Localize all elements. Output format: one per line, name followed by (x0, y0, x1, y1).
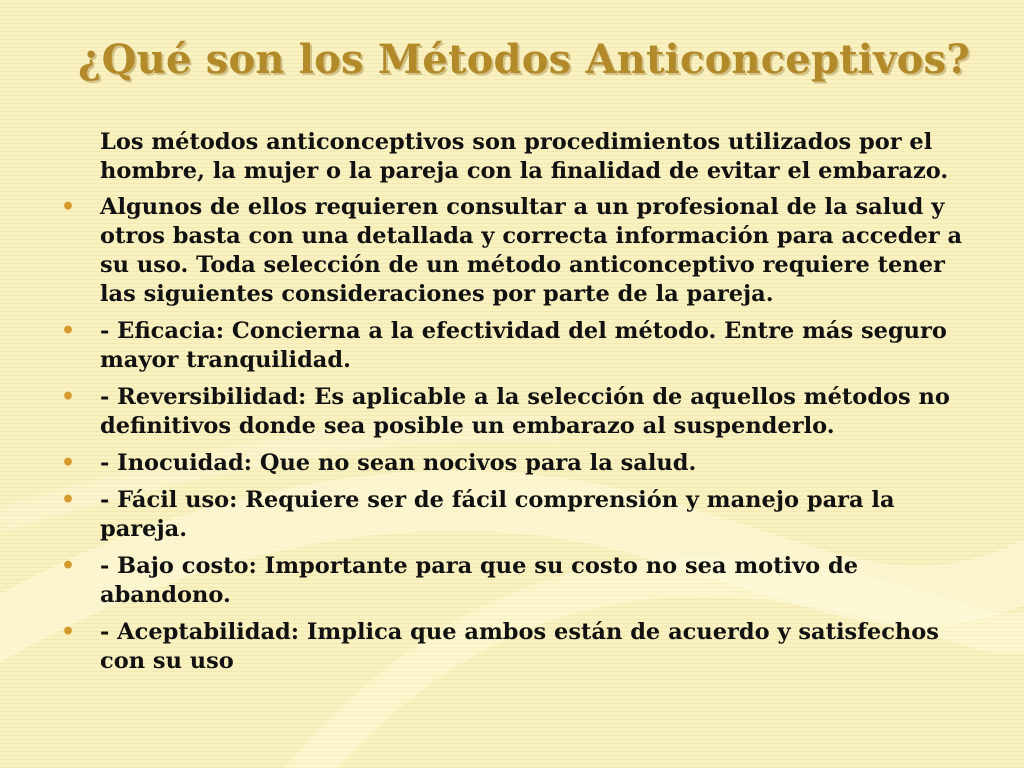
bullet-icon: • (60, 384, 76, 410)
list-item (60, 383, 985, 441)
bullet-text: - Fácil uso: Requiere ser de fácil comprensión y manejo para la pareja. (100, 487, 895, 542)
bullet-icon: • (60, 619, 76, 645)
list-item (60, 193, 985, 309)
intro-paragraph (100, 128, 985, 186)
bullet-icon: • (60, 487, 76, 513)
bullet-text: Algunos de ellos requieren consultar a un profesional de la salud y otros basta con una detallada y correcta información para acceder a su uso. Toda selección de un método anticonceptivo requiere tener las siguientes consideraciones por parte de la pareja. (100, 194, 963, 307)
bullet-icon: • (60, 194, 76, 220)
bullet-text: - Reversibilidad: Es aplicable a la selección de aquellos métodos no definitivos donde sea posible un embarazo al suspenderlo. (100, 384, 950, 439)
bullet-text: - Inocuidad: Que no sean nocivos para la salud. (100, 450, 697, 476)
slide-title: ¿Qué son los Métodos Anticonceptivos? (78, 36, 970, 83)
slide-content (60, 128, 985, 684)
bullet-text: - Aceptabilidad: Implica que ambos están de acuerdo y satisfechos con su uso (100, 619, 939, 674)
list-item (60, 449, 985, 478)
bullet-icon: • (60, 318, 76, 344)
intro-text: Los métodos anticonceptivos son procedimientos utilizados por el hombre, la mujer o la pareja con la finalidad de evitar el embarazo. (100, 129, 949, 184)
bullet-icon: • (60, 553, 76, 579)
bullet-text: - Bajo costo: Importante para que su costo no sea motivo de abandono. (100, 553, 859, 608)
list-item (60, 552, 985, 610)
bullet-icon: • (60, 450, 76, 476)
bullet-text: - Eficacia: Concierna a la efectividad del método. Entre más seguro mayor tranquilidad. (100, 318, 947, 373)
list-item (60, 618, 985, 676)
list-item (60, 317, 985, 375)
list-item (60, 486, 985, 544)
